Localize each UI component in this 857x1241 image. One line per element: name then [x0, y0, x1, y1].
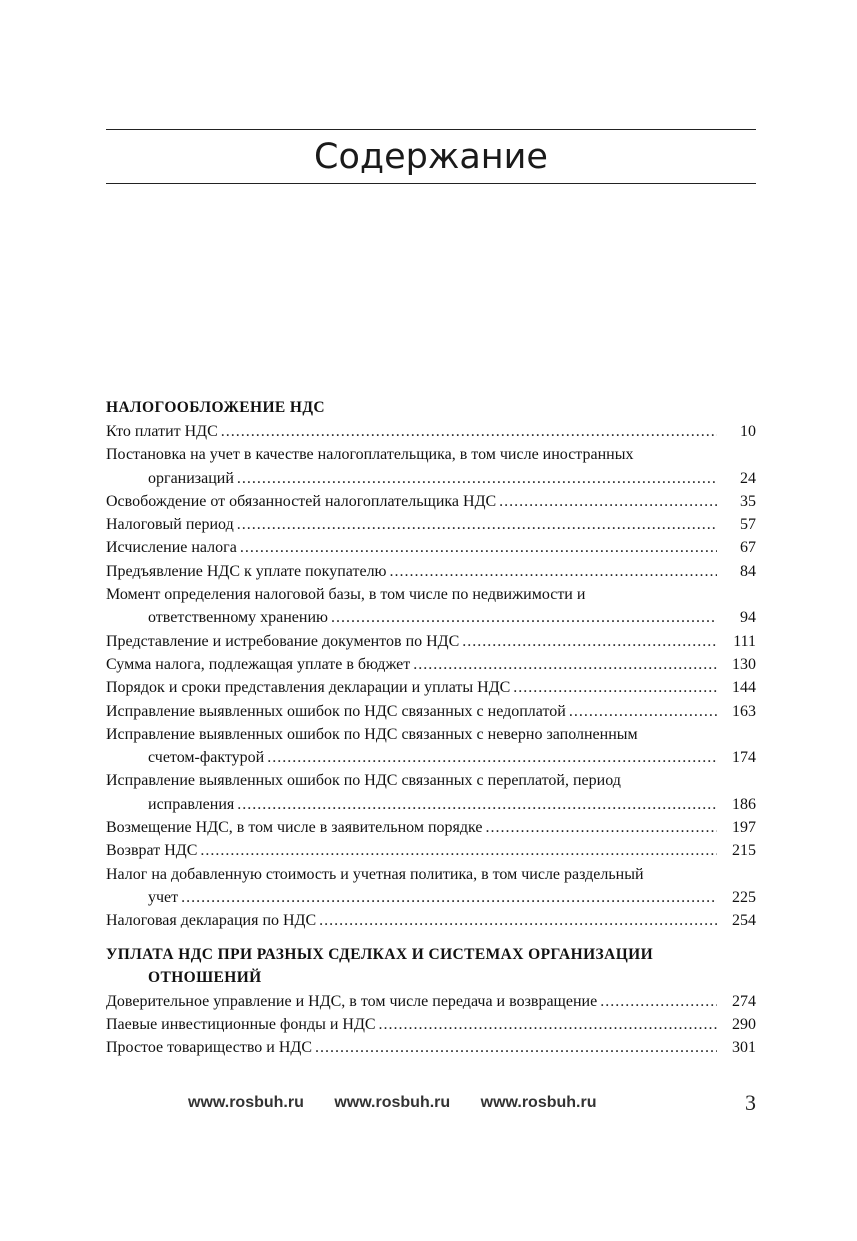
toc-entry[interactable] [106, 700, 756, 723]
toc-entry-page-number: 10 [740, 423, 756, 440]
footer-link[interactable]: www.rosbuh.ru [334, 1094, 451, 1111]
toc-entry-line [106, 1036, 756, 1059]
toc-entry-line [106, 746, 756, 769]
toc-entry-title: Возврат НДС [106, 842, 198, 860]
page-title: Содержание [314, 137, 548, 177]
toc-entry-page-number: 174 [732, 749, 756, 767]
title-top-rule [106, 129, 756, 130]
toc-entry-title: Исправление выявленных ошибок по НДС связанных с недоплатой [106, 702, 566, 720]
toc-entry-page-number: 215 [732, 842, 756, 860]
toc-entry-title: Кто платит НДС [106, 423, 218, 440]
dot-leader [413, 653, 717, 676]
toc-entry-page-number: 57 [740, 516, 756, 534]
dot-leader [499, 490, 717, 513]
toc-entry-title: Освобождение от обязанностей налогоплательщика НДС [106, 492, 497, 510]
section-heading: УПЛАТА НДС ПРИ РАЗНЫХ СДЕЛКАХ И СИСТЕМАХ ОРГАНИЗАЦИИ ОТНОШЕНИЙ [106, 945, 654, 986]
toc-entry-title: Предъявление НДС к уплате покупателю [106, 562, 387, 580]
toc-entry-line [106, 560, 756, 583]
dot-leader [331, 606, 717, 629]
dot-leader [221, 420, 717, 443]
toc-entry[interactable] [106, 653, 756, 676]
section-entries [106, 990, 756, 1060]
toc-entry-line [106, 653, 756, 676]
toc-entry[interactable] [106, 490, 756, 513]
toc-entry-line [106, 443, 756, 466]
toc-entry[interactable] [106, 909, 756, 932]
toc-entry[interactable] [106, 420, 756, 443]
dot-leader [600, 990, 717, 1013]
toc-entry-page-number: 35 [740, 492, 756, 510]
toc-entry[interactable] [106, 583, 756, 630]
toc-section [106, 396, 756, 933]
toc-section [106, 943, 756, 1060]
toc-entry-line [106, 990, 756, 1013]
toc-entry-line [106, 536, 756, 559]
dot-leader [237, 513, 717, 536]
toc-entry-page-number: 94 [740, 609, 756, 627]
dot-leader [379, 1013, 717, 1036]
toc-entry-title: Налоговая декларация по НДС [106, 912, 317, 930]
toc-entry-title: Момент определения налоговой базы, в том числе по недвижимости и [106, 586, 586, 604]
title-bottom-rule [106, 183, 756, 184]
toc-entry-line [106, 583, 756, 606]
toc-entry-title: организаций [148, 469, 234, 487]
toc-entry[interactable] [106, 443, 756, 490]
dot-leader [569, 700, 717, 723]
section-heading: НАЛОГООБЛОЖЕНИЕ НДС [106, 399, 326, 416]
toc-entry-title: Постановка на учет в качестве налогоплательщика, в том числе иностранных [106, 446, 634, 464]
dot-leader [267, 746, 717, 769]
toc-entry[interactable] [106, 1036, 756, 1059]
dot-leader [513, 676, 717, 699]
toc-entry-title: Сумма налога, подлежащая уплате в бюджет [106, 655, 411, 673]
toc-entry-line [106, 467, 756, 490]
toc-entry-page-number: 290 [732, 1015, 756, 1033]
toc-entry-title: Исправление выявленных ошибок по НДС связанных с неверно заполненным [106, 725, 638, 743]
dot-leader [181, 886, 717, 909]
footer-link[interactable]: www.rosbuh.ru [188, 1094, 304, 1111]
table-of-contents [106, 396, 756, 1059]
toc-entry[interactable] [106, 676, 756, 699]
toc-entry-line [106, 723, 756, 746]
toc-entry-title: ответственному хранению [148, 609, 328, 627]
toc-entry[interactable] [106, 863, 756, 910]
toc-entry-line [106, 700, 756, 723]
toc-entry-line [106, 839, 756, 862]
toc-entry[interactable] [106, 839, 756, 862]
toc-entry[interactable] [106, 816, 756, 839]
toc-entry[interactable] [106, 513, 756, 536]
dot-leader [237, 467, 717, 490]
toc-entry-title: Налог на добавленную стоимость и учетная политика, в том числе раздельный [106, 865, 644, 883]
toc-entry-line [106, 420, 756, 443]
toc-entry-line [106, 769, 756, 792]
toc-entry-title: Налоговый период [106, 516, 234, 534]
toc-entry-line [106, 513, 756, 536]
toc-entry[interactable] [106, 630, 756, 653]
dot-leader [390, 560, 717, 583]
toc-entry-line [106, 909, 756, 932]
dot-leader [319, 909, 717, 932]
toc-entry-page-number: 254 [732, 912, 756, 930]
toc-entry[interactable] [106, 723, 756, 770]
toc-entry-title: исправления [148, 795, 235, 813]
toc-entry-title: Порядок и сроки представления декларации и уплаты НДС [106, 679, 511, 697]
dot-leader [462, 630, 717, 653]
toc-entry[interactable] [106, 990, 756, 1013]
toc-entry-title: Доверительное управление и НДС, в том числе передача и возвращение [106, 992, 598, 1010]
toc-entry-title: Представление и истребование документов по НДС [106, 632, 460, 650]
toc-entry-page-number: 84 [740, 562, 756, 580]
toc-entry-title: Исправление выявленных ошибок по НДС связанных с переплатой, период [106, 772, 621, 790]
footer-links [188, 1094, 622, 1112]
toc-entry-title: счетом-фактурой [148, 749, 265, 767]
toc-entry-page-number: 274 [732, 992, 756, 1010]
toc-entry[interactable] [106, 1013, 756, 1036]
page-number: 3 [745, 1090, 756, 1115]
toc-entry-page-number: 24 [740, 469, 756, 487]
toc-entry-title: Паевые инвестиционные фонды и НДС [106, 1015, 376, 1033]
toc-entry-line [106, 863, 756, 886]
toc-entry-page-number: 163 [732, 702, 756, 720]
toc-entry-line [106, 886, 756, 909]
toc-entry-line [106, 630, 756, 653]
section-entries [106, 420, 756, 933]
toc-entry-page-number: 225 [732, 888, 756, 906]
toc-entry-page-number: 197 [732, 819, 756, 837]
toc-entry-page-number: 130 [732, 655, 756, 673]
toc-entry-title: Исчисление налога [106, 539, 237, 557]
toc-entry[interactable] [106, 536, 756, 559]
toc-entry-line [106, 1013, 756, 1036]
toc-entry-line [106, 676, 756, 699]
toc-entry-page-number: 111 [733, 632, 756, 650]
toc-entry-line [106, 490, 756, 513]
toc-entry-page-number: 67 [740, 539, 756, 557]
toc-entry-page-number: 186 [732, 795, 756, 813]
dot-leader [485, 816, 717, 839]
toc-entry-line [106, 793, 756, 816]
toc-entry[interactable] [106, 560, 756, 583]
footer-link[interactable]: www.rosbuh.ru [480, 1094, 597, 1111]
dot-leader [315, 1036, 717, 1059]
toc-entry-page-number: 144 [732, 679, 756, 697]
toc-entry-line [106, 606, 756, 629]
dot-leader [200, 839, 717, 862]
toc-entry-title: учет [148, 888, 179, 906]
dot-leader [237, 793, 717, 816]
toc-entry-line [106, 816, 756, 839]
toc-entry-page-number: 301 [732, 1039, 756, 1057]
toc-entry-title: Простое товарищество и НДС [106, 1039, 312, 1057]
dot-leader [240, 536, 717, 559]
toc-entry[interactable] [106, 769, 756, 816]
toc-entry-title: Возмещение НДС, в том числе в заявительном порядке [106, 819, 483, 837]
